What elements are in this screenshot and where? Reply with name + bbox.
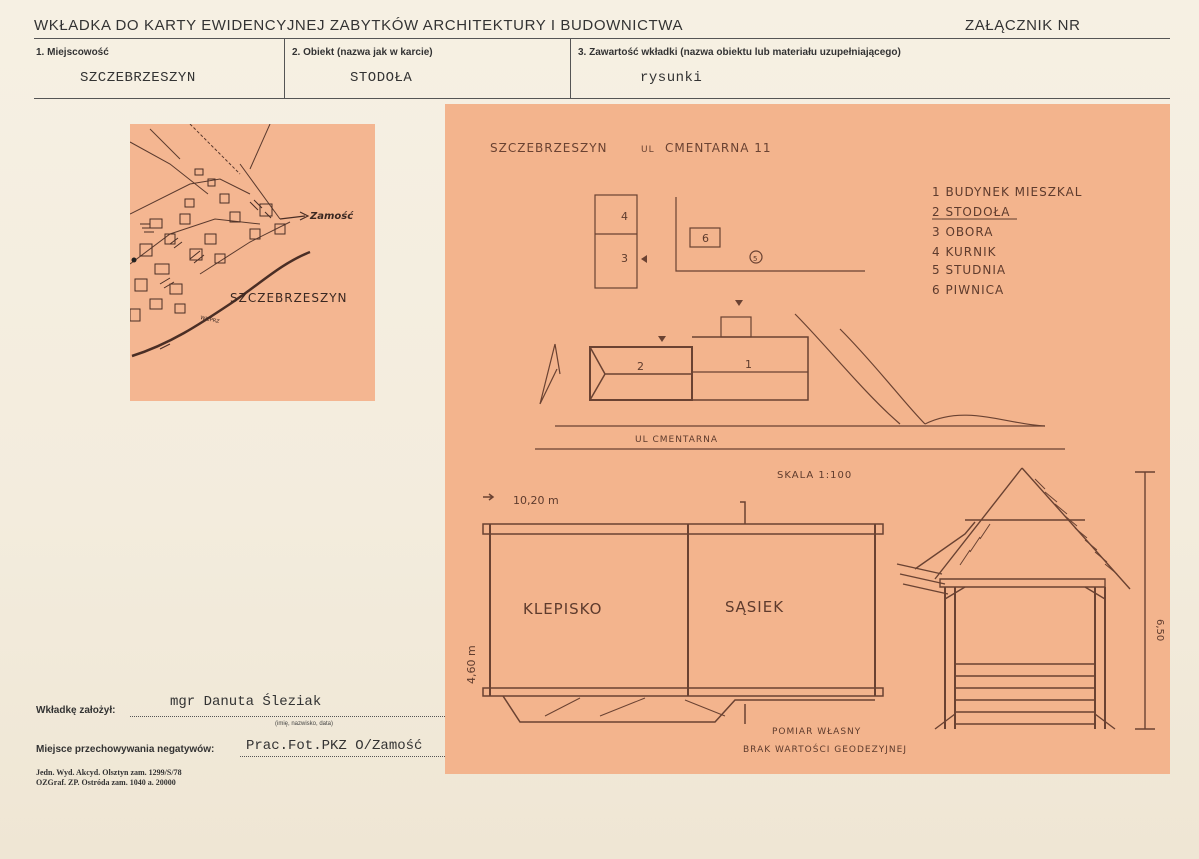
bldg-number-5: 5 <box>753 255 758 263</box>
imprint-line-2: OZGraf. ZP. Ostróda zam. 1040 a. 20000 <box>36 778 176 787</box>
legend-item-4: 4 KURNIK <box>932 245 997 259</box>
content-value: rysunki <box>640 70 703 86</box>
map-town-label: SZCZEBRZESZYN <box>230 291 348 305</box>
created-by-hint: (imię, nazwisko, data) <box>275 721 334 727</box>
room-right-label: SĄSIEK <box>725 598 785 616</box>
drawing-heading: SZCZEBRZESZYN <box>490 141 608 155</box>
dim-length: 10,20 m <box>513 494 559 507</box>
created-by-value: mgr Danuta Śleziak <box>170 694 322 710</box>
fields-rule <box>34 98 1170 99</box>
dim-width: 4,60 m <box>465 645 478 684</box>
legend-item-1: 1 BUDYNEK MIESZKAL <box>932 185 1083 199</box>
locality-label: 1. Miejscowość <box>36 47 109 58</box>
negatives-location-value: Prac.Fot.PKZ O/Zamość <box>246 738 423 754</box>
attachment-number-label: ZAŁĄCZNIK NR <box>965 17 1081 34</box>
created-by-label: Wkładkę założył: <box>36 705 116 716</box>
form-title: WKŁADKA DO KARTY EWIDENCYJNEJ ZABYTKÓW ARCHITEKTURY I BUDOWNICTWA <box>34 17 684 34</box>
street-label: UL CMENTARNA <box>635 435 719 445</box>
field-divider-1 <box>284 38 285 98</box>
object-value: STODOŁA <box>350 70 413 86</box>
legend-item-3: 3 OBORA <box>932 225 994 239</box>
header-rule <box>34 38 1170 39</box>
dim-height: 6,50 <box>1154 619 1165 642</box>
note-own-measurement: POMIAR WŁASNY <box>772 727 862 737</box>
map-arrow-label: Zamość <box>310 211 354 222</box>
legend-item-5: 5 STUDNIA <box>932 263 1007 277</box>
field-divider-2 <box>570 38 571 98</box>
drawing-heading-ul: UL <box>641 145 655 155</box>
drawing-heading-street: CMENTARNA 11 <box>665 141 772 155</box>
object-label: 2. Obiekt (nazwa jak w karcie) <box>292 47 433 58</box>
negatives-location-label: Miejsce przechowywania negatywów: <box>36 744 215 755</box>
legend-item-6: 6 PIWNICA <box>932 283 1005 297</box>
location-map <box>130 124 375 401</box>
technical-drawing <box>445 104 1170 774</box>
bldg-number-2: 2 <box>637 360 644 373</box>
negatives-location-dotline <box>240 756 445 757</box>
locality-value: SZCZEBRZESZYN <box>80 70 196 86</box>
bldg-number-1: 1 <box>745 358 752 371</box>
bldg-number-6: 6 <box>702 232 709 245</box>
imprint-line-1: Jedn. Wyd. Akcyd. Olsztyn zam. 1299/S/78 <box>36 768 182 777</box>
note-no-geodetic-value: BRAK WARTOŚCI GEODEZYJNEJ <box>743 745 907 755</box>
scale-label: SKALA 1:100 <box>777 470 853 481</box>
site-and-barn-drawing <box>445 104 1170 774</box>
room-left-label: KLEPISKO <box>523 600 603 618</box>
content-label: 3. Zawartość wkładki (nazwa obiektu lub materiału uzupełniającego) <box>578 47 901 58</box>
location-map-drawing <box>130 124 375 401</box>
created-by-dotline <box>130 716 445 717</box>
legend-item-2: 2 STODOŁA <box>932 205 1011 219</box>
bldg-number-3: 3 <box>621 252 628 265</box>
map-road-label: WIEPRZ <box>199 315 220 326</box>
bldg-number-4: 4 <box>621 210 628 223</box>
